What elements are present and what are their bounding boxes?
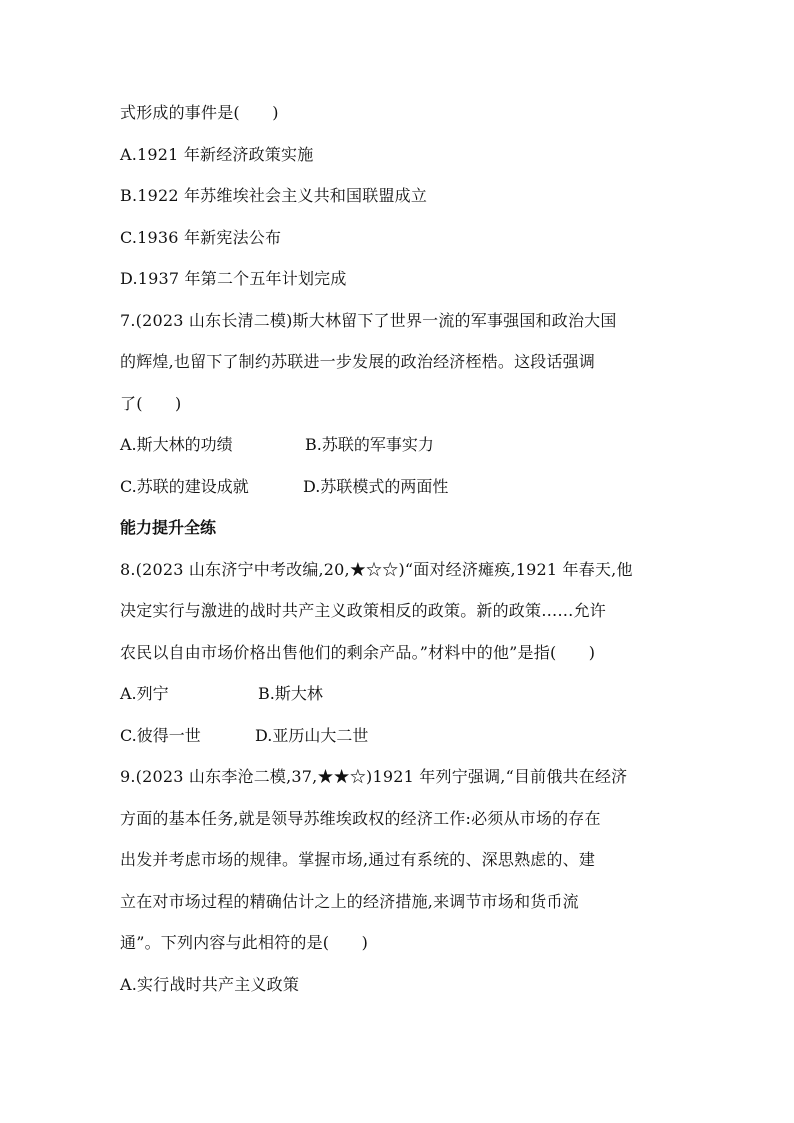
question-7-options-row (120, 477, 680, 497)
question-9-stem-line: 出发并考虑市场的规律。掌握市场,通过有系统的、深思熟虑的、建 (120, 850, 596, 869)
question-9-option-a: A.实行战时共产主义政策 (120, 974, 300, 994)
question-7-options-row (120, 435, 680, 455)
question-8-option-b: B.斯大林 (258, 684, 323, 703)
question-8-options-row (120, 684, 680, 704)
section-title: 能力提升全练 (120, 518, 217, 537)
question-8-options-row (120, 726, 680, 746)
question-9-stem-line: 方面的基本任务,就是领导苏维埃政权的经济工作:必须从市场的存在 (120, 808, 601, 828)
question-7-stem-line: 了( ) (120, 393, 182, 413)
question-9 (120, 767, 680, 995)
question-9-stem-line: 立在对市场过程的精确估计之上的经济措施,来调节市场和货币流 (120, 891, 579, 911)
question-9-stem-line: 通”。下列内容与此相符的是( ) (120, 933, 369, 952)
question-7-option-b: B.苏联的军事实力 (305, 435, 434, 454)
question-6-stem: 式形成的事件是( ) (120, 103, 279, 122)
question-7-option-d: D.苏联模式的两面性 (303, 476, 449, 496)
question-7-stem-line: 的辉煌,也留下了制约苏联进一步发展的政治经济桎梏。这段话强调 (120, 352, 596, 371)
page-content (120, 103, 680, 1016)
question-8-stem-line: 决定实行与激进的战时共产主义政策相反的政策。新的政策……允许 (120, 601, 607, 620)
question-8-stem-line: 农民以自由市场价格出售他们的剩余产品。”材料中的他”是指( ) (120, 642, 596, 662)
question-8-option-a: A.列宁 (120, 684, 169, 703)
question-7 (120, 311, 680, 497)
question-6-option-c: C.1936 年新宪法公布 (120, 227, 282, 247)
question-6-option-d: D.1937 年第二个五年计划完成 (120, 269, 347, 288)
question-6-option-a: A.1921 年新经济政策实施 (120, 144, 314, 164)
question-7-stem-line: 7.(2023 山东长清二模)斯大林留下了世界一流的军事强国和政治大国 (120, 310, 617, 330)
question-8-option-c: C.彼得一世 (120, 725, 201, 745)
question-7-option-c: C.苏联的建设成就 (120, 476, 249, 496)
question-8-option-d: D.亚历山大二世 (255, 725, 369, 745)
question-8-stem-line: 8.(2023 山东济宁中考改编,20,★☆☆)“面对经济瘫痪,1921 年春天,他 (120, 559, 633, 579)
question-7-option-a: A.斯大林的功绩 (120, 435, 233, 454)
question-9-stem-line: 9.(2023 山东李沧二模,37,★★☆)1921 年列宁强调,“目前俄共在经济 (120, 767, 628, 786)
question-6 (120, 103, 680, 289)
question-6-option-b: B.1922 年苏维埃社会主义共和国联盟成立 (120, 186, 428, 205)
question-8 (120, 560, 680, 746)
